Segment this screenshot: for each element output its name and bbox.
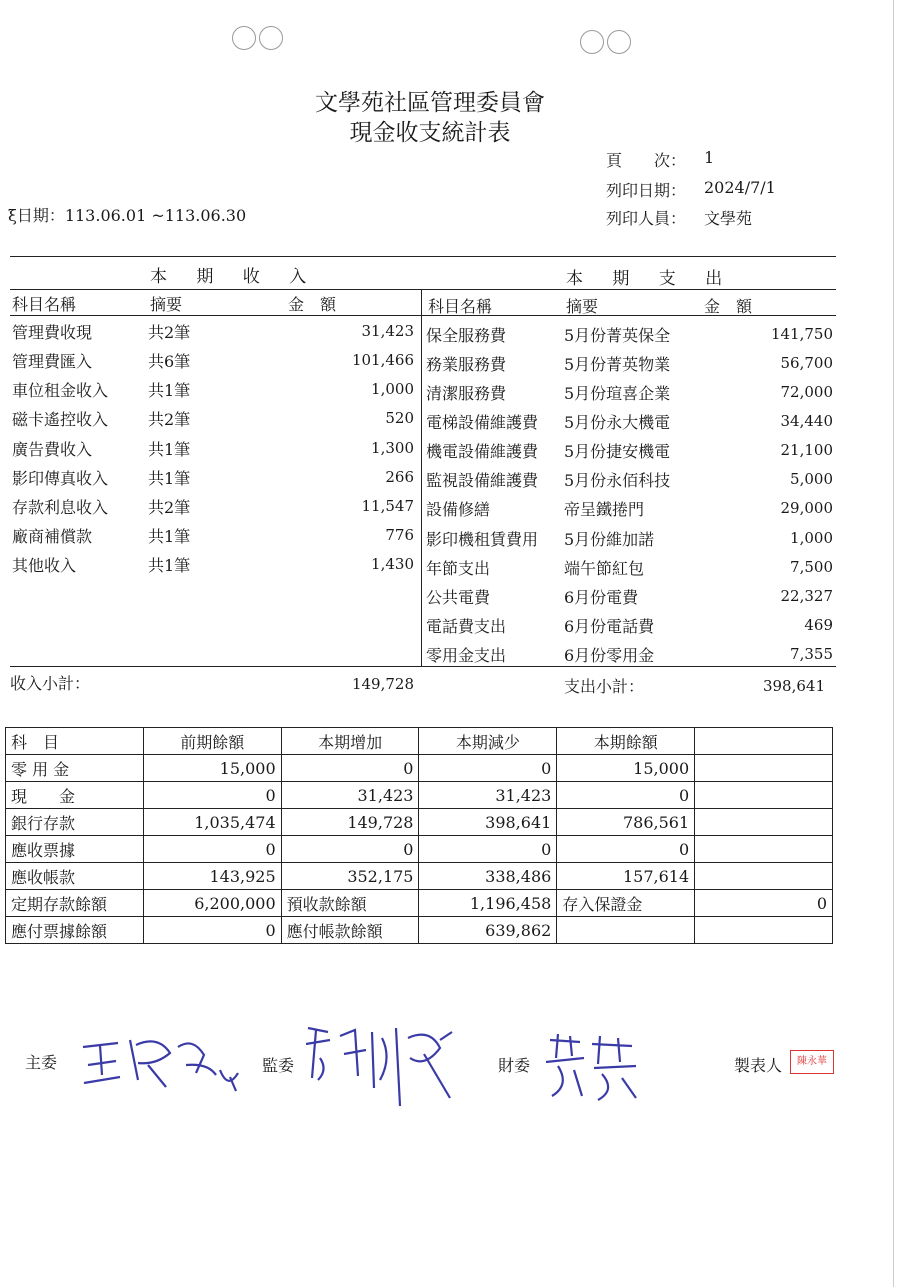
table-row [6, 755, 833, 782]
printer-value: 文學苑 [704, 209, 753, 228]
balance-inc: 31,423 [281, 782, 419, 809]
deposit-guarantee-value: 0 [695, 890, 833, 917]
income-summary: 共1筆 [148, 527, 191, 546]
accounts-payable-value: 639,862 [419, 917, 557, 944]
income-amount: 776 [385, 526, 414, 544]
balance-item: 應收帳款 [6, 863, 144, 890]
balance-empty-cell [695, 863, 833, 890]
expense-summary: 5月份捷安機電 [564, 442, 671, 461]
income-amount: 1,300 [371, 439, 414, 457]
income-summary: 共2筆 [148, 410, 191, 429]
table-row [6, 782, 833, 809]
preparer-label: 製表人 [734, 1056, 783, 1075]
balance-dec: 338,486 [419, 863, 557, 890]
income-item: 其他收入 [12, 556, 77, 575]
expense-summary: 5月份永佰科技 [564, 471, 671, 490]
balance-curr: 786,561 [557, 809, 695, 836]
balance-inc: 0 [281, 836, 419, 863]
income-amount: 11,547 [361, 497, 414, 515]
expense-col-summary: 摘要 [566, 297, 599, 316]
expense-item: 影印機租賃費用 [426, 530, 539, 549]
balance-header: 本期餘額 [557, 728, 695, 755]
expense-item: 公共電費 [426, 588, 491, 607]
expense-summary: 5月份菁英保全 [564, 326, 671, 345]
table-bottom-border [10, 666, 836, 667]
balance-inc: 352,175 [281, 863, 419, 890]
expense-summary: 帝呈鐵捲門 [564, 500, 645, 519]
income-summary: 共1筆 [148, 381, 191, 400]
income-amount: 520 [385, 409, 414, 427]
balance-dec: 0 [419, 755, 557, 782]
expense-amount: 141,750 [770, 325, 833, 343]
printer-label: 列印人員： [606, 209, 687, 228]
page-edge [893, 0, 894, 1287]
expense-summary: 5月份瑄喜企業 [564, 384, 671, 403]
finance-signature [540, 1030, 650, 1105]
expense-item: 監視設備維護費 [426, 471, 539, 490]
expense-amount: 56,700 [780, 354, 833, 372]
income-col-summary: 摘要 [150, 295, 183, 314]
supervisor-label: 監委 [262, 1056, 295, 1075]
print-date-value: 2024/7/1 [704, 178, 776, 197]
income-amount: 1,000 [371, 380, 414, 398]
balance-prev: 0 [143, 782, 281, 809]
balance-header: 前期餘額 [143, 728, 281, 755]
balance-curr: 0 [557, 782, 695, 809]
punch-hole [580, 30, 604, 54]
income-summary: 共6筆 [148, 352, 191, 371]
balance-prev: 0 [143, 836, 281, 863]
balance-header: 本期減少 [419, 728, 557, 755]
table-row [6, 728, 833, 755]
expense-summary: 端午節紅包 [564, 559, 645, 578]
income-item: 管理費匯入 [12, 352, 93, 371]
expense-item: 年節支出 [426, 559, 491, 578]
balance-curr: 15,000 [557, 755, 695, 782]
punch-hole [607, 30, 631, 54]
balance-item: 零 用 金 [6, 755, 144, 782]
expense-col-item: 科目名稱 [428, 297, 493, 316]
notes-payable-value: 0 [143, 917, 281, 944]
balance-prev: 143,925 [143, 863, 281, 890]
finance-label: 財委 [498, 1056, 531, 1075]
balance-empty-cell [695, 917, 833, 944]
supervisor-signature [300, 1018, 470, 1113]
income-item: 廣告費收入 [12, 440, 93, 459]
page-value: 1 [704, 148, 715, 167]
org-name: 文學苑社區管理委員會 [315, 90, 545, 116]
expense-amount: 34,440 [780, 412, 833, 430]
income-subtotal-label: 收入小計： [10, 674, 91, 693]
balance-dec: 0 [419, 836, 557, 863]
balance-inc: 149,728 [281, 809, 419, 836]
balance-empty-cell [695, 809, 833, 836]
income-summary: 共2筆 [148, 498, 191, 517]
income-amount: 31,423 [361, 322, 414, 340]
expense-col-amount: 金 額 [704, 297, 753, 316]
table-top-border [10, 256, 836, 257]
fixed-deposit-label: 定期存款餘額 [6, 890, 144, 917]
expense-item: 設備修繕 [426, 500, 491, 519]
table-header-divider [10, 289, 836, 290]
accounts-payable-label: 應付帳款餘額 [281, 917, 419, 944]
table-row [6, 836, 833, 863]
expense-item: 零用金支出 [426, 646, 507, 665]
expense-amount: 72,000 [780, 383, 833, 401]
income-col-amount: 金 額 [288, 295, 337, 314]
expense-amount: 21,100 [780, 441, 833, 459]
income-item: 磁卡遙控收入 [12, 410, 109, 429]
expense-summary: 5月份菁英物業 [564, 355, 671, 374]
chair-label: 主委 [25, 1053, 58, 1072]
expense-amount: 22,327 [780, 587, 833, 605]
expense-item: 務業服務費 [426, 355, 507, 374]
income-amount: 101,466 [351, 351, 414, 369]
balance-item: 銀行存款 [6, 809, 144, 836]
expense-summary: 6月份零用金 [564, 646, 655, 665]
page-label: 頁 次： [606, 151, 687, 170]
income-item: 存款利息收入 [12, 498, 109, 517]
table-row [6, 917, 833, 944]
income-summary: 共2筆 [148, 323, 191, 342]
income-item: 管理費收現 [12, 323, 93, 342]
income-amount: 266 [385, 468, 414, 486]
expense-amount: 1,000 [790, 529, 833, 547]
expense-section-title: 本 期 支 出 [566, 269, 735, 289]
balance-empty-cell [695, 782, 833, 809]
balance-dec: 31,423 [419, 782, 557, 809]
balance-inc: 0 [281, 755, 419, 782]
prepaid-value: 1,196,458 [419, 890, 557, 917]
income-item: 廠商補償款 [12, 527, 93, 546]
expense-summary: 5月份永大機電 [564, 413, 671, 432]
expense-item: 保全服務費 [426, 326, 507, 345]
punch-hole [232, 26, 256, 50]
income-summary: 共1筆 [148, 440, 191, 459]
expense-item: 電梯設備維護費 [426, 413, 539, 432]
balance-item: 應收票據 [6, 836, 144, 863]
expense-amount: 29,000 [780, 499, 833, 517]
expense-subtotal-value: 398,641 [762, 677, 825, 695]
expense-amount: 7,355 [790, 645, 833, 663]
balance-curr: 157,614 [557, 863, 695, 890]
prepaid-label: 預收款餘額 [281, 890, 419, 917]
notes-payable-label: 應付票據餘額 [6, 917, 144, 944]
income-summary: 共1筆 [148, 556, 191, 575]
report-title: 現金收支統計表 [349, 120, 511, 146]
expense-amount: 5,000 [790, 470, 833, 488]
balance-header: 科 目 [6, 728, 144, 755]
expense-item: 機電設備維護費 [426, 442, 539, 461]
expense-summary: 6月份電話費 [564, 617, 655, 636]
income-item: 影印傳真收入 [12, 469, 109, 488]
expense-item: 電話費支出 [426, 617, 507, 636]
income-section-title: 本 期 收 入 [150, 267, 319, 287]
preparer-seal-stamp: 陳永華 [790, 1050, 834, 1074]
income-summary: 共1筆 [148, 469, 191, 488]
expense-amount: 469 [804, 616, 833, 634]
balance-dec: 398,641 [419, 809, 557, 836]
balance-item: 現 金 [6, 782, 144, 809]
income-expense-divider [421, 289, 422, 666]
table-row [6, 890, 833, 917]
income-subtotal-value: 149,728 [351, 675, 414, 693]
balance-table [5, 727, 833, 944]
deposit-guarantee-label: 存入保證金 [557, 890, 695, 917]
expense-subtotal-label: 支出小計： [564, 677, 645, 696]
income-item: 車位租金收入 [12, 381, 109, 400]
expense-item: 清潔服務費 [426, 384, 507, 403]
balance-header [695, 728, 833, 755]
punch-hole [259, 26, 283, 50]
balance-curr: 0 [557, 836, 695, 863]
chair-signature [78, 1025, 248, 1095]
table-row [6, 809, 833, 836]
balance-empty-cell [695, 755, 833, 782]
expense-summary: 6月份電費 [564, 588, 639, 607]
balance-header: 本期增加 [281, 728, 419, 755]
period-label: ξ日期：113.06.01 ~113.06.30 [8, 206, 247, 225]
table-row [6, 863, 833, 890]
balance-prev: 1,035,474 [143, 809, 281, 836]
expense-amount: 7,500 [790, 558, 833, 576]
print-date-label: 列印日期： [606, 181, 687, 200]
fixed-deposit-value: 6,200,000 [143, 890, 281, 917]
expense-summary: 5月份維加諾 [564, 530, 655, 549]
income-amount: 1,430 [371, 555, 414, 573]
balance-empty-cell [695, 836, 833, 863]
balance-prev: 15,000 [143, 755, 281, 782]
balance-empty-cell [557, 917, 695, 944]
income-col-item: 科目名稱 [12, 295, 77, 314]
